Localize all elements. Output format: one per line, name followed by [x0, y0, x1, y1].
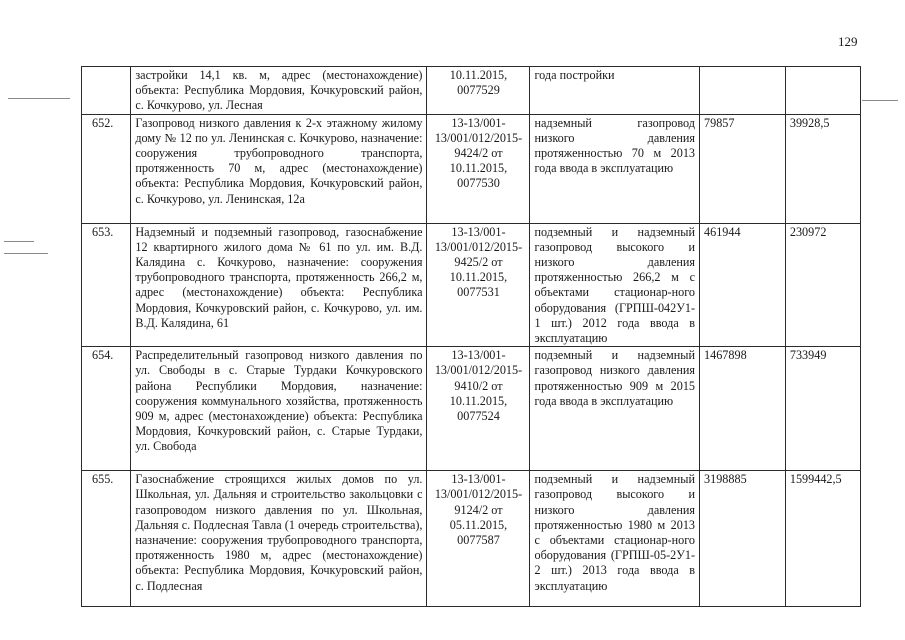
book-value-cell: [700, 67, 786, 115]
residual-value-cell: 1599442,5: [785, 471, 860, 607]
characteristics-cell: надземный газопровод низкого давления протяженностью 70 м 2013 года ввода в эксплуатацию: [530, 114, 700, 223]
scan-artifact: [862, 100, 898, 101]
residual-value-cell: 39928,5: [785, 114, 860, 223]
registration-cell: 13-13/001-13/001/012/2015-9424/2 от 10.11.2015, 0077530: [427, 114, 530, 223]
book-value-cell: 79857: [700, 114, 786, 223]
book-value-cell: 3198885: [700, 471, 786, 607]
row-number-cell: 654.: [82, 347, 131, 471]
residual-value-cell: [785, 67, 860, 115]
book-value-cell: 1467898: [700, 347, 786, 471]
object-name-cell: Надземный и подземный газопровод, газоснабжение 12 квартирного жилого дома № 61 по ул. им. В.Д. Калядина с. Кочкурово, назначение: сооружения трубопроводного транспорта, протяженность 266,2 м, адрес (местонахождение) объекта: Республика Мордовия, Кочкуровский район, с. Кочкурово, ул. им. В.Д. Калядина, 61: [131, 223, 427, 347]
table-row: [82, 114, 861, 223]
registration-cell: 10.11.2015, 0077529: [427, 67, 530, 115]
table-row: [82, 347, 861, 471]
registration-cell: 13-13/001-13/001/012/2015-9425/2 от 10.11.2015, 0077531: [427, 223, 530, 347]
characteristics-cell: подземный и надземный газопровод низкого давления протяженностью 909 м 2015 года ввода в эксплуатацию: [530, 347, 700, 471]
row-number-cell: 655.: [82, 471, 131, 607]
property-register-table: [81, 66, 861, 607]
characteristics-cell: года постройки: [530, 67, 700, 115]
registration-cell: 13-13/001-13/001/012/2015-9410/2 от 10.11.2015, 0077524: [427, 347, 530, 471]
characteristics-cell: подземный и надземный газопровод высокого и низкого давления протяженностью 1980 м 2013 с объектами стационар-ного оборудования (ГРПШ-05-2У1-2 шт.) 2013 года ввода в эксплуатацию: [530, 471, 700, 607]
object-name-cell: Газопровод низкого давления к 2-х этажному жилому дому № 12 по ул. Ленинская с. Кочкурово, назначение: сооружения трубопроводного транспорта, протяженность 70 м, адрес (местонахождение) объекта: Республика Мордовия, Кочкуровский район, с. Кочкурово, ул. Ленинская, 12а: [131, 114, 427, 223]
row-number-cell: 653.: [82, 223, 131, 347]
residual-value-cell: 230972: [785, 223, 860, 347]
scan-artifact: [4, 241, 34, 242]
scan-artifact: [4, 253, 48, 254]
row-number-cell: 652.: [82, 114, 131, 223]
object-name-cell: застройки 14,1 кв. м, адрес (местонахождение) объекта: Республика Мордовия, Кочкуровский район, с. Кочкурово, ул. Лесная: [131, 67, 427, 115]
object-name-cell: Газоснабжение строящихся жилых домов по ул. Школьная, ул. Дальняя и строительство закольцовки с газопроводом низкого давления по ул. Школьная, Дальняя с. Подлесная Тавла (1 очередь строительства), назначение: сооружения трубопроводного транспорта, протяженность 1980 м, адрес (местонахождение) объекта: Республика Мордовия, Кочкуровский район, с. Подлесная: [131, 471, 427, 607]
characteristics-cell: подземный и надземный газопровод высокого и низкого давления протяженностью 266,2 м с объектами стационар-ного оборудования (ГРПШ-042У1-1 шт.) 2012 года ввода в эксплуатацию: [530, 223, 700, 347]
page-number: 129: [838, 34, 858, 49]
table-row: [82, 67, 861, 115]
registration-cell: 13-13/001-13/001/012/2015-9124/2 от 05.11.2015, 0077587: [427, 471, 530, 607]
object-name-cell: Распределительный газопровод низкого давления по ул. Свободы в с. Старые Турдаки Кочкуровского района Республики Мордовия, назначение: сооружения коммунального хозяйства, протяженность 909 м, адрес (местонахождение) объекта: Республика Мордовия, Кочкуровский район, с. Старые Турдаки, ул. Свобода: [131, 347, 427, 471]
scan-artifact: [8, 98, 70, 99]
residual-value-cell: 733949: [785, 347, 860, 471]
book-value-cell: 461944: [700, 223, 786, 347]
table-row: [82, 223, 861, 347]
row-number-cell: [82, 67, 131, 115]
table-row: [82, 471, 861, 607]
